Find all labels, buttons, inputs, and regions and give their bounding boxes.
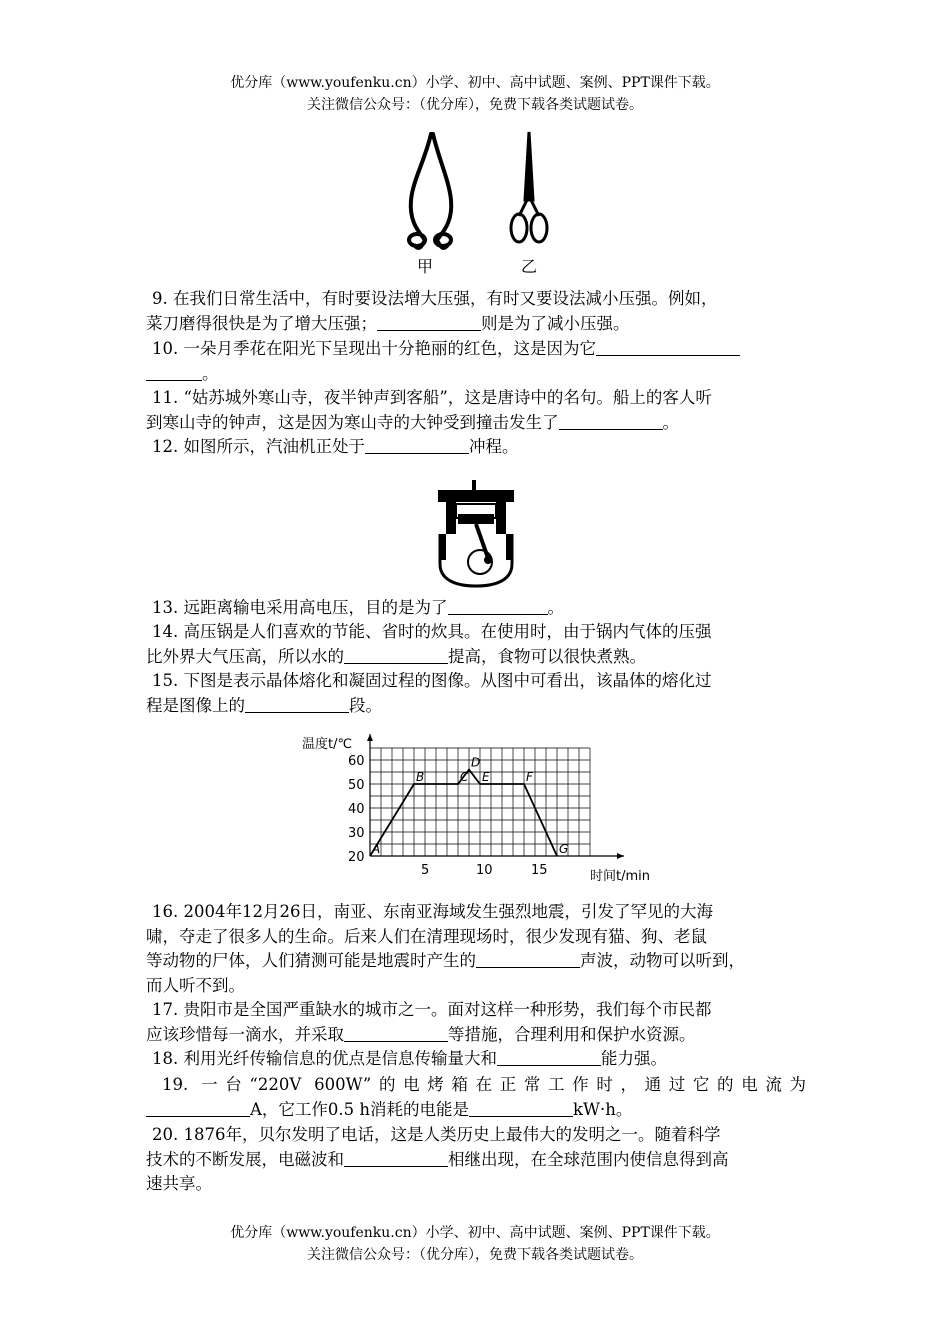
question-13 bbox=[146, 596, 806, 621]
q20-answer-blank[interactable] bbox=[344, 1148, 448, 1167]
point-label: D bbox=[471, 755, 481, 770]
engine-diagram bbox=[436, 480, 516, 588]
question-9 bbox=[146, 287, 806, 336]
point-label: A bbox=[372, 842, 381, 856]
question-15 bbox=[146, 669, 806, 718]
point-label: E bbox=[482, 770, 490, 784]
footer-line-1: 优分库（www.youfenku.cn）小学、初中、高中试题、案例、PPT课件下载。 bbox=[230, 1225, 720, 1241]
q14-line-2a: 比外界大气压高，所以水的 bbox=[146, 646, 344, 666]
chart-y-axis-label: 温度t/℃ bbox=[302, 737, 353, 752]
q14-line-2b: 提高，食物可以很快煮熟。 bbox=[448, 646, 646, 666]
q16-line-3b: 声波，动物可以听到， bbox=[580, 951, 745, 970]
q15-answer-blank[interactable] bbox=[245, 694, 349, 713]
page-footer bbox=[0, 1222, 950, 1266]
tools-figure bbox=[395, 130, 565, 278]
q19-answer-blank-2[interactable] bbox=[469, 1098, 573, 1117]
q19-answer-blank-1[interactable] bbox=[146, 1098, 250, 1117]
q10-line-1: 10. 一朵月季花在阳光下呈现出十分艳丽的红色，这是因为它 bbox=[152, 339, 596, 358]
q16-answer-blank[interactable] bbox=[476, 949, 580, 968]
question-11 bbox=[146, 386, 806, 435]
q12-line-1b: 冲程。 bbox=[469, 437, 519, 456]
q16-line-1: 16. 2004年12月26日，南亚、东南亚海域发生强烈地震，引发了罕见的大海 bbox=[152, 902, 713, 921]
q16-line-4: 而人听不到。 bbox=[146, 975, 245, 995]
q11-line-2b: 。 bbox=[662, 412, 679, 432]
q15-line-2a: 程是图像上的 bbox=[146, 695, 245, 715]
point-label: C bbox=[460, 770, 469, 784]
q18-answer-blank[interactable] bbox=[497, 1047, 601, 1066]
question-12 bbox=[146, 435, 806, 460]
melting-chart bbox=[300, 728, 660, 888]
q14-answer-blank[interactable] bbox=[344, 645, 448, 664]
q13-line-1b: 。 bbox=[547, 598, 564, 617]
q18-line-1a: 18. 利用光纤传输信息的优点是信息传输量大和 bbox=[152, 1049, 497, 1068]
q17-line-2a: 应该珍惜每一滴水，并采取 bbox=[146, 1024, 344, 1044]
q17-line-2b: 等措施，合理利用和保护水资源。 bbox=[448, 1024, 696, 1044]
x-tick-label: 15 bbox=[531, 863, 548, 878]
q14-line-1: 14. 高压锅是人们喜欢的节能、省时的炊具。在使用时，由于锅内气体的压强 bbox=[152, 622, 712, 641]
y-tick-label: 60 bbox=[348, 754, 365, 769]
scissors-icon bbox=[511, 132, 547, 242]
x-tick-label: 10 bbox=[476, 863, 493, 878]
q15-line-1: 15. 下图是表示晶体熔化和凝固过程的图像。从图中可看出，该晶体的熔化过 bbox=[152, 671, 712, 690]
question-20 bbox=[146, 1123, 806, 1197]
q18-line-1b: 能力强。 bbox=[601, 1049, 667, 1068]
q9-line-2a: 菜刀磨得很快是为了增大压强； bbox=[146, 313, 377, 333]
y-tick-label: 40 bbox=[348, 802, 365, 817]
q20-line-2a: 技术的不断发展，电磁波和 bbox=[146, 1149, 344, 1169]
question-18 bbox=[146, 1047, 806, 1072]
question-10 bbox=[146, 337, 806, 386]
q19-line-1: 19. 一台“220V 600W”的电烤箱在正常工作时，通过它的电流为 bbox=[162, 1075, 806, 1094]
tools-label-right: 乙 bbox=[521, 257, 538, 276]
q20-line-2b: 相继出现，在全球范围内使信息得到高 bbox=[448, 1149, 729, 1169]
point-label: G bbox=[559, 842, 569, 856]
question-17 bbox=[146, 998, 806, 1047]
q10-line-2: 。 bbox=[202, 363, 219, 383]
x-axis-arrow bbox=[617, 853, 624, 859]
q11-line-2a: 到寒山寺的钟声，这是因为寒山寺的大钟受到撞击发生了 bbox=[146, 412, 559, 432]
q16-line-3a: 等动物的尸体，人们猜测可能是地震时产生的 bbox=[146, 951, 476, 970]
q11-answer-blank[interactable] bbox=[559, 411, 663, 430]
tools-label-left: 甲 bbox=[417, 257, 434, 276]
page-header bbox=[0, 72, 950, 116]
tongs-icon bbox=[409, 134, 451, 248]
q12-line-1a: 12. 如图所示，汽油机正处于 bbox=[152, 437, 365, 456]
point-label: B bbox=[416, 770, 425, 784]
footer-line-2: 关注微信公众号：（优分库），免费下载各类试题试卷。 bbox=[307, 1247, 643, 1263]
q17-answer-blank[interactable] bbox=[344, 1023, 448, 1042]
q13-answer-blank[interactable] bbox=[448, 596, 548, 615]
q13-line-1a: 13. 远距离输电采用高电压，目的是为了 bbox=[152, 598, 448, 617]
y-axis-arrow bbox=[367, 734, 373, 741]
q12-answer-blank[interactable] bbox=[365, 435, 469, 454]
q10-answer-blank-2[interactable] bbox=[146, 362, 202, 381]
question-19 bbox=[146, 1073, 806, 1122]
q15-line-2b: 段。 bbox=[349, 695, 382, 715]
header-line-1: 优分库（www.youfenku.cn）小学、初中、高中试题、案例、PPT课件下载。 bbox=[230, 75, 720, 91]
q9-line-1: 9. 在我们日常生活中，有时要设法增大压强，有时又要设法减小压强。例如， bbox=[152, 289, 718, 308]
question-16 bbox=[146, 900, 806, 998]
y-tick-label: 50 bbox=[348, 778, 365, 793]
chart-ticks bbox=[348, 754, 548, 878]
y-tick-label: 20 bbox=[348, 850, 365, 865]
point-label: F bbox=[526, 770, 533, 784]
q16-line-2: 啸，夺走了很多人的生命。后来人们在清理现场时，很少发现有猫、狗、老鼠 bbox=[146, 926, 707, 946]
q10-answer-blank-1[interactable] bbox=[596, 337, 740, 356]
question-14 bbox=[146, 620, 806, 669]
q19-line-2a: A，它工作0.5 h消耗的电能是 bbox=[250, 1099, 470, 1119]
q20-line-3: 速共享。 bbox=[146, 1174, 212, 1193]
q11-line-1: 11. “姑苏城外寒山寺，夜半钟声到客船”，这是唐诗中的名句。船上的客人听 bbox=[152, 388, 712, 407]
q9-answer-blank[interactable] bbox=[377, 312, 481, 331]
q17-line-1: 17. 贵阳市是全国严重缺水的城市之一。面对这样一种形势，我们每个市民都 bbox=[152, 1000, 712, 1019]
header-line-2: 关注微信公众号：（优分库），免费下载各类试题试卷。 bbox=[307, 97, 643, 113]
q19-line-2b: kW·h。 bbox=[573, 1099, 633, 1119]
y-tick-label: 30 bbox=[348, 826, 365, 841]
q20-line-1: 20. 1876年，贝尔发明了电话，这是人类历史上最伟大的发明之一。随着科学 bbox=[152, 1125, 721, 1144]
chart-x-axis-label: 时间t/min bbox=[590, 869, 650, 884]
q9-line-2b: 则是为了减小压强。 bbox=[481, 313, 630, 333]
x-tick-label: 5 bbox=[421, 863, 430, 878]
